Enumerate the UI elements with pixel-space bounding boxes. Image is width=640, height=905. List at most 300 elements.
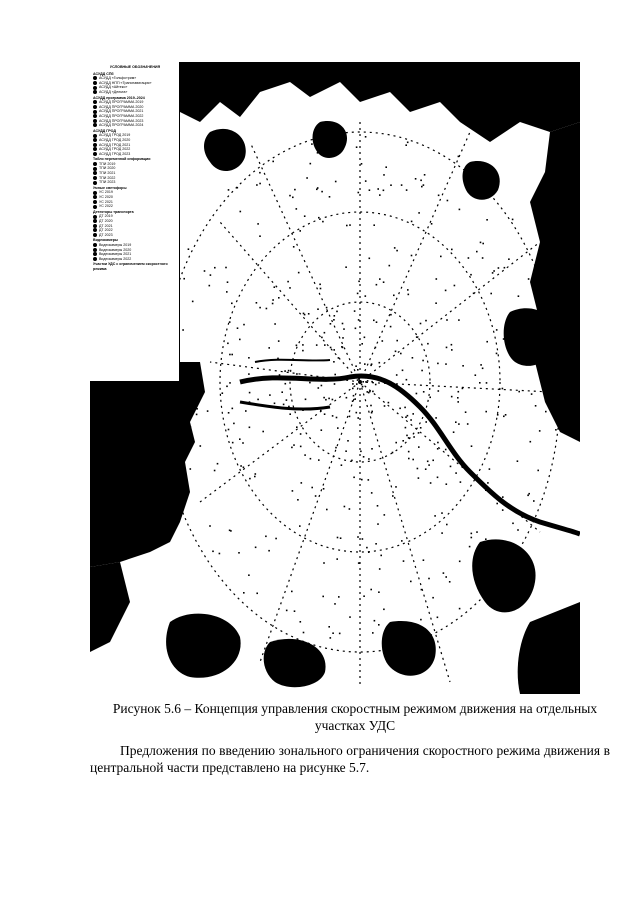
legend-item-label: ТПИ 2021 — [99, 171, 116, 176]
traffic-object-dot — [214, 267, 216, 269]
traffic-object-dot — [231, 354, 233, 356]
traffic-object-dot — [412, 459, 414, 461]
traffic-object-dot — [470, 274, 472, 276]
traffic-object-dot — [423, 391, 425, 393]
traffic-object-dot — [496, 503, 498, 505]
traffic-object-dot — [492, 272, 494, 274]
traffic-object-dot — [482, 243, 484, 245]
traffic-object-dot — [233, 423, 235, 425]
legend-item — [93, 180, 177, 185]
legend-marker-icon — [93, 90, 97, 94]
traffic-object-dot — [445, 449, 447, 451]
traffic-object-dot — [227, 281, 229, 283]
traffic-object-dot — [243, 592, 245, 594]
traffic-object-dot — [487, 482, 489, 484]
legend-item-label: ДТ 2021 — [99, 223, 113, 228]
traffic-object-dot — [342, 323, 344, 325]
traffic-object-dot — [502, 496, 504, 498]
traffic-object-dot — [293, 444, 295, 446]
traffic-object-dot — [316, 344, 318, 346]
traffic-object-dot — [311, 487, 313, 489]
traffic-object-dot — [378, 624, 380, 626]
traffic-object-dot — [446, 483, 448, 485]
traffic-object-dot — [471, 445, 473, 447]
traffic-object-dot — [505, 414, 507, 416]
traffic-object-dot — [296, 345, 298, 347]
traffic-object-dot — [482, 257, 484, 259]
legend-item-label: АСУДД ГРОД 2023 — [99, 151, 131, 156]
traffic-object-dot — [383, 609, 385, 611]
traffic-object-dot — [480, 242, 482, 244]
traffic-object-dot — [304, 215, 306, 217]
traffic-object-dot — [428, 578, 430, 580]
traffic-object-dot — [196, 414, 198, 416]
traffic-object-dot — [564, 345, 566, 347]
traffic-object-dot — [376, 284, 378, 286]
traffic-object-dot — [467, 423, 469, 425]
traffic-object-dot — [231, 303, 233, 305]
traffic-object-dot — [489, 468, 491, 470]
traffic-object-dot — [259, 235, 261, 237]
traffic-object-dot — [396, 250, 398, 252]
traffic-object-dot — [365, 136, 367, 138]
traffic-object-dot — [375, 384, 377, 386]
traffic-object-dot — [455, 421, 457, 423]
traffic-object-dot — [182, 329, 184, 331]
traffic-object-dot — [420, 180, 422, 182]
traffic-object-dot — [361, 343, 363, 345]
traffic-object-dot — [183, 278, 185, 280]
traffic-object-dot — [239, 438, 241, 440]
traffic-object-dot — [349, 616, 351, 618]
traffic-object-dot — [496, 353, 498, 355]
traffic-object-dot — [294, 189, 296, 191]
traffic-object-dot — [259, 307, 261, 309]
legend-item-label: АСУДД ГРОД 2022 — [99, 147, 131, 152]
traffic-object-dot — [421, 589, 423, 591]
traffic-object-dot — [183, 487, 185, 489]
traffic-object-dot — [245, 410, 247, 412]
traffic-object-dot — [363, 456, 365, 458]
traffic-object-dot — [353, 477, 355, 479]
traffic-object-dot — [371, 412, 373, 414]
traffic-object-dot — [337, 537, 339, 539]
traffic-object-dot — [310, 458, 312, 460]
traffic-object-dot — [354, 398, 356, 400]
traffic-object-dot — [422, 360, 424, 362]
traffic-object-dot — [328, 398, 330, 400]
traffic-object-dot — [284, 370, 286, 372]
traffic-object-dot — [219, 553, 221, 555]
traffic-object-dot — [418, 212, 420, 214]
traffic-object-dot — [364, 363, 366, 365]
traffic-object-dot — [304, 454, 306, 456]
traffic-object-dot — [321, 191, 323, 193]
traffic-object-dot — [392, 495, 394, 497]
traffic-object-dot — [427, 343, 429, 345]
legend-item-label: Видеокамеры 2019 — [99, 242, 132, 247]
traffic-object-dot — [230, 530, 232, 532]
traffic-object-dot — [455, 472, 457, 474]
traffic-object-dot — [287, 281, 289, 283]
traffic-object-dot — [289, 287, 291, 289]
traffic-object-dot — [333, 349, 335, 351]
traffic-object-dot — [446, 347, 448, 349]
traffic-object-dot — [217, 463, 219, 465]
traffic-object-dot — [317, 152, 319, 154]
traffic-object-dot — [438, 390, 440, 392]
traffic-object-dot — [342, 337, 344, 339]
traffic-object-dot — [485, 489, 487, 491]
map-legend — [90, 62, 180, 382]
traffic-object-dot — [388, 629, 390, 631]
traffic-object-dot — [403, 560, 405, 562]
map-figure — [90, 62, 580, 694]
traffic-object-dot — [502, 388, 504, 390]
traffic-object-dot — [272, 161, 274, 163]
traffic-object-dot — [411, 255, 413, 257]
traffic-object-dot — [334, 603, 336, 605]
traffic-object-dot — [256, 184, 258, 186]
traffic-object-dot — [373, 224, 375, 226]
traffic-object-dot — [303, 313, 305, 315]
traffic-object-dot — [406, 435, 408, 437]
traffic-object-dot — [209, 525, 211, 527]
traffic-object-dot — [377, 188, 379, 190]
traffic-object-dot — [228, 429, 230, 431]
traffic-object-dot — [343, 328, 345, 330]
traffic-object-dot — [365, 180, 367, 182]
traffic-object-dot — [441, 532, 443, 534]
traffic-object-dot — [332, 399, 334, 401]
traffic-object-dot — [458, 391, 460, 393]
traffic-object-dot — [485, 538, 487, 540]
traffic-object-dot — [293, 246, 295, 248]
traffic-object-dot — [418, 477, 420, 479]
traffic-object-dot — [324, 413, 326, 415]
traffic-object-dot — [362, 381, 364, 383]
traffic-object-dot — [317, 308, 319, 310]
traffic-object-dot — [340, 136, 342, 138]
figure-caption — [110, 700, 600, 734]
traffic-object-dot — [460, 481, 462, 483]
traffic-object-dot — [316, 189, 318, 191]
traffic-object-dot — [364, 337, 366, 339]
traffic-object-dot — [407, 289, 409, 291]
traffic-object-dot — [396, 374, 398, 376]
legend-item-label: Видеокамеры 2022 — [99, 256, 132, 261]
traffic-object-dot — [450, 466, 452, 468]
traffic-object-dot — [299, 525, 301, 527]
traffic-object-dot — [324, 344, 326, 346]
traffic-object-dot — [320, 288, 322, 290]
traffic-object-dot — [374, 620, 376, 622]
traffic-object-dot — [462, 388, 464, 390]
legend-marker-icon — [93, 200, 97, 204]
traffic-object-dot — [249, 392, 251, 394]
traffic-object-dot — [375, 543, 377, 545]
paragraph-line-1: Предложения по введению зонального ограничения скоростного режима движения в — [120, 743, 610, 758]
traffic-object-dot — [437, 477, 439, 479]
legend-marker-icon — [93, 119, 97, 123]
traffic-object-dot — [256, 302, 258, 304]
traffic-object-dot — [279, 374, 281, 376]
legend-marker-icon — [93, 215, 97, 219]
legend-item — [93, 204, 177, 209]
legend-group-heading: Умные светофоры — [93, 185, 127, 190]
traffic-object-dot — [346, 225, 348, 227]
traffic-object-dot — [351, 460, 353, 462]
traffic-object-dot — [285, 383, 287, 385]
legend-item-label: ТПИ 2020 — [99, 166, 116, 171]
traffic-object-dot — [243, 467, 245, 469]
traffic-object-dot — [318, 387, 320, 389]
traffic-object-dot — [189, 375, 191, 377]
traffic-object-dot — [528, 493, 530, 495]
traffic-object-dot — [298, 272, 300, 274]
traffic-object-dot — [468, 257, 470, 259]
traffic-object-dot — [428, 464, 430, 466]
traffic-object-dot — [272, 299, 274, 301]
traffic-object-dot — [349, 508, 351, 510]
legend-item — [93, 152, 177, 157]
traffic-object-dot — [443, 572, 445, 574]
traffic-object-dot — [458, 319, 460, 321]
legend-marker-icon — [93, 248, 97, 252]
traffic-object-dot — [185, 485, 187, 487]
traffic-object-dot — [222, 392, 224, 394]
traffic-object-dot — [248, 574, 250, 576]
traffic-object-dot — [476, 531, 478, 533]
traffic-object-dot — [333, 319, 335, 321]
traffic-object-dot — [357, 417, 359, 419]
traffic-object-dot — [239, 339, 241, 341]
traffic-object-dot — [379, 194, 381, 196]
caption-line-2: участках УДС — [314, 718, 396, 733]
traffic-object-dot — [535, 405, 537, 407]
traffic-object-dot — [214, 470, 216, 472]
traffic-object-dot — [370, 589, 372, 591]
traffic-object-dot — [488, 185, 490, 187]
traffic-object-dot — [465, 411, 467, 413]
traffic-object-dot — [438, 195, 440, 197]
traffic-object-dot — [421, 370, 423, 372]
legend-item-label: АСУДД «Дельта» — [99, 89, 128, 94]
traffic-object-dot — [249, 478, 251, 480]
legend-item-label: Видеокамеры 2021 — [99, 252, 132, 257]
traffic-object-dot — [356, 412, 358, 414]
traffic-object-dot — [411, 221, 413, 223]
traffic-object-dot — [371, 492, 373, 494]
traffic-object-dot — [420, 619, 422, 621]
traffic-object-dot — [358, 562, 360, 564]
traffic-object-dot — [399, 408, 401, 410]
legend-item-label: ТПИ 2023 — [99, 180, 116, 185]
traffic-object-dot — [476, 251, 478, 253]
traffic-object-dot — [371, 448, 373, 450]
traffic-object-dot — [333, 361, 335, 363]
traffic-object-dot — [384, 405, 386, 407]
traffic-object-dot — [357, 369, 359, 371]
legend-marker-icon — [93, 176, 97, 180]
traffic-object-dot — [402, 370, 404, 372]
traffic-object-dot — [548, 334, 550, 336]
traffic-object-dot — [379, 362, 381, 364]
traffic-object-dot — [302, 350, 304, 352]
traffic-object-dot — [242, 442, 244, 444]
traffic-object-dot — [390, 314, 392, 316]
traffic-object-dot — [459, 608, 461, 610]
legend-item — [93, 123, 177, 128]
legend-marker-icon — [93, 205, 97, 209]
traffic-object-dot — [482, 368, 484, 370]
traffic-object-dot — [357, 293, 359, 295]
legend-item-label: УС 2022 — [99, 204, 113, 209]
traffic-object-dot — [401, 540, 403, 542]
traffic-object-dot — [410, 581, 412, 583]
traffic-object-dot — [432, 597, 434, 599]
traffic-object-dot — [408, 294, 410, 296]
traffic-object-dot — [257, 223, 259, 225]
traffic-object-dot — [390, 184, 392, 186]
traffic-object-dot — [369, 258, 371, 260]
traffic-object-dot — [369, 189, 371, 191]
traffic-object-dot — [354, 310, 356, 312]
traffic-object-dot — [334, 374, 336, 376]
traffic-object-dot — [437, 363, 439, 365]
legend-marker-icon — [93, 191, 97, 195]
traffic-object-dot — [506, 345, 508, 347]
traffic-object-dot — [424, 174, 426, 176]
traffic-object-dot — [379, 568, 381, 570]
legend-item-label: ДТ 2023 — [99, 232, 113, 237]
legend-marker-icon — [93, 143, 97, 147]
traffic-object-dot — [565, 388, 567, 390]
traffic-object-dot — [420, 323, 422, 325]
traffic-object-dot — [346, 376, 348, 378]
traffic-object-dot — [537, 260, 539, 262]
traffic-object-dot — [383, 281, 385, 283]
traffic-object-dot — [531, 393, 533, 395]
traffic-object-dot — [248, 357, 250, 359]
traffic-object-dot — [227, 343, 229, 345]
traffic-object-dot — [268, 347, 270, 349]
traffic-object-dot — [446, 524, 448, 526]
traffic-object-dot — [338, 596, 340, 598]
traffic-object-dot — [358, 378, 360, 380]
traffic-object-dot — [328, 626, 330, 628]
traffic-object-dot — [493, 270, 495, 272]
traffic-object-dot — [332, 632, 334, 634]
traffic-object-dot — [300, 621, 302, 623]
traffic-object-dot — [303, 408, 305, 410]
legend-marker-icon — [93, 181, 97, 185]
traffic-object-dot — [192, 301, 194, 303]
traffic-object-dot — [302, 344, 304, 346]
legend-marker-icon — [93, 123, 97, 127]
traffic-object-dot — [402, 440, 404, 442]
traffic-object-dot — [437, 617, 439, 619]
traffic-object-dot — [344, 506, 346, 508]
traffic-object-dot — [528, 278, 530, 280]
traffic-object-dot — [471, 533, 473, 535]
traffic-object-dot — [321, 385, 323, 387]
traffic-object-dot — [367, 380, 369, 382]
traffic-object-dot — [352, 388, 354, 390]
traffic-object-dot — [406, 189, 408, 191]
legend-group-heading: АСУДД программа 2019–2024 — [93, 95, 145, 100]
traffic-object-dot — [479, 483, 481, 485]
traffic-object-dot — [229, 354, 231, 356]
traffic-object-dot — [372, 632, 374, 634]
traffic-object-dot — [330, 637, 332, 639]
traffic-object-dot — [368, 551, 370, 553]
traffic-object-dot — [479, 382, 481, 384]
traffic-object-dot — [451, 396, 453, 398]
traffic-object-dot — [376, 321, 378, 323]
traffic-object-dot — [212, 551, 214, 553]
traffic-object-dot — [408, 458, 410, 460]
traffic-object-dot — [266, 308, 268, 310]
traffic-object-dot — [255, 547, 257, 549]
traffic-object-dot — [323, 562, 325, 564]
traffic-object-dot — [412, 357, 414, 359]
traffic-object-dot — [361, 479, 363, 481]
traffic-object-dot — [229, 321, 231, 323]
traffic-object-dot — [459, 209, 461, 211]
traffic-object-dot — [459, 463, 461, 465]
traffic-object-dot — [512, 219, 514, 221]
traffic-object-dot — [405, 427, 407, 429]
traffic-object-dot — [362, 538, 364, 540]
traffic-object-dot — [462, 365, 464, 367]
traffic-object-dot — [383, 174, 385, 176]
traffic-object-dot — [441, 512, 443, 514]
traffic-object-dot — [357, 536, 359, 538]
traffic-object-dot — [406, 379, 408, 381]
traffic-object-dot — [277, 358, 279, 360]
traffic-object-dot — [296, 208, 298, 210]
legend-item-label: Видеокамеры 2020 — [99, 247, 132, 252]
traffic-object-dot — [358, 319, 360, 321]
traffic-object-dot — [226, 386, 228, 388]
traffic-object-dot — [542, 314, 544, 316]
traffic-object-dot — [545, 411, 547, 413]
traffic-object-dot — [292, 490, 294, 492]
traffic-object-dot — [451, 349, 453, 351]
legend-marker-icon — [93, 257, 97, 261]
traffic-object-dot — [349, 224, 351, 226]
traffic-object-dot — [357, 379, 359, 381]
traffic-object-dot — [445, 290, 447, 292]
traffic-object-dot — [431, 223, 433, 225]
traffic-object-dot — [356, 146, 358, 148]
traffic-object-dot — [451, 249, 453, 251]
traffic-object-dot — [434, 515, 436, 517]
legend-item-label: АСУДД ПРОГРАММА 2024 — [99, 123, 144, 128]
traffic-object-dot — [367, 391, 369, 393]
traffic-object-dot — [259, 183, 261, 185]
traffic-object-dot — [325, 143, 327, 145]
traffic-object-dot — [303, 632, 305, 634]
traffic-object-dot — [394, 247, 396, 249]
traffic-object-dot — [395, 486, 397, 488]
traffic-object-dot — [449, 581, 451, 583]
traffic-object-dot — [368, 479, 370, 481]
traffic-object-dot — [353, 395, 355, 397]
traffic-object-dot — [274, 403, 276, 405]
legend-group-heading: Видеокамеры — [93, 238, 118, 243]
